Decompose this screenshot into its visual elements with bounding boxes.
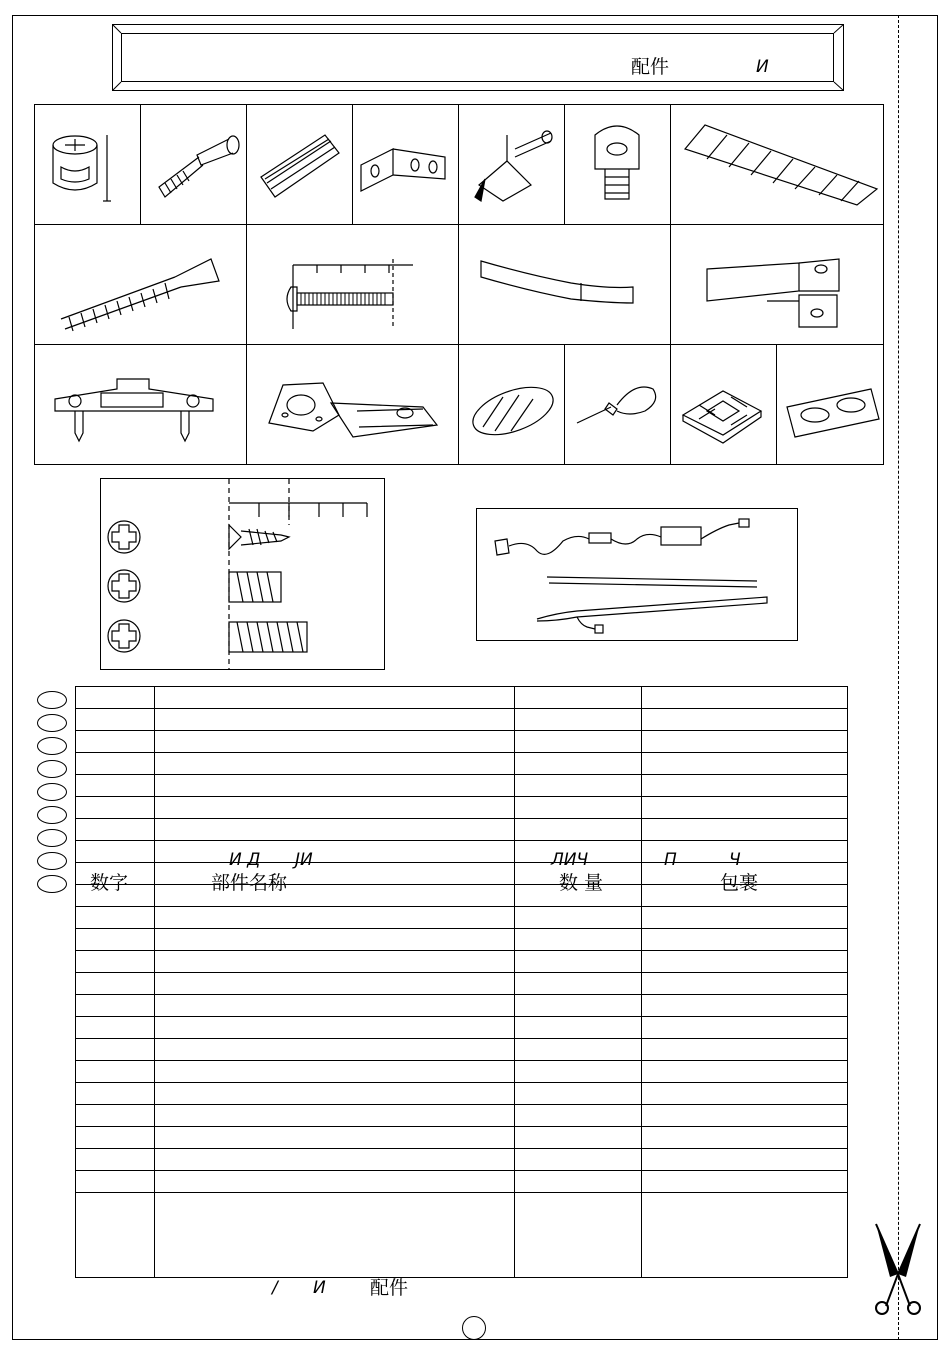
screws-panel: [100, 478, 385, 670]
footer-label: 配件: [370, 1277, 409, 1299]
mark-row7-e: Ч: [729, 850, 741, 870]
shelf-block-icon: [459, 105, 564, 224]
table-row: [76, 973, 848, 995]
table-row: [76, 1061, 848, 1083]
table-row: [76, 1017, 848, 1039]
header-number: 数字: [90, 872, 129, 894]
cable-tie-icon: [565, 345, 670, 464]
cut-line: [898, 15, 900, 1340]
item-circle: [37, 875, 67, 893]
glass-pad-icon: [459, 345, 564, 464]
item-circle: [37, 737, 67, 755]
wedge-shims-icon: [671, 105, 883, 224]
page-number-circle: [462, 1316, 486, 1340]
connector-fitting-icon: [671, 225, 883, 344]
angle-bracket-icon: [353, 105, 458, 224]
parts-list-table: [75, 686, 848, 1278]
part-glass-pad: [458, 344, 565, 465]
table-row: [76, 1149, 848, 1171]
table-row: [76, 797, 848, 819]
euro-screw-icon: [35, 225, 246, 344]
table-row: [76, 929, 848, 951]
table-row: [76, 819, 848, 841]
table-row: [76, 775, 848, 797]
footer-mark-a: /: [272, 1278, 278, 1298]
part-shelf-clip: [564, 104, 671, 225]
part-tie-mount: [670, 344, 777, 465]
part-angle-bracket: [352, 104, 459, 225]
tie-mount-icon: [671, 345, 776, 464]
header-quantity: 数 量: [559, 872, 604, 894]
cam-bolt-icon: [141, 105, 246, 224]
table-row: [76, 1083, 848, 1105]
dowel-icon: [247, 105, 352, 224]
item-circle: [37, 852, 67, 870]
part-cable-tie: [564, 344, 671, 465]
item-circle: [37, 783, 67, 801]
table-footer-row: [76, 1193, 848, 1278]
part-hinge: [246, 344, 459, 465]
table-row: [76, 1127, 848, 1149]
part-cam-lock: [34, 104, 141, 225]
mark-row7-a: И Д: [229, 850, 261, 870]
table-row: [76, 687, 848, 709]
part-hanging-bracket: [34, 344, 247, 465]
machine-screw-icon: [247, 225, 458, 344]
table-row: [76, 753, 848, 775]
title-box: [121, 33, 834, 82]
footer-mark-b: И: [313, 1278, 326, 1298]
mark-row7-c: ЛИЧ: [551, 850, 589, 870]
header-part-name: 部件名称: [211, 872, 288, 894]
part-strip: [458, 224, 671, 345]
title-mark: И: [756, 57, 769, 77]
part-machine-screw: [246, 224, 459, 345]
part-euro-screw: [34, 224, 247, 345]
table-row: [76, 995, 848, 1017]
mark-row7-d: П: [664, 850, 677, 870]
table-row: [76, 709, 848, 731]
table-row: [76, 1171, 848, 1193]
led-kit-panel: [476, 508, 798, 641]
part-bumpers: [776, 344, 884, 465]
table-row: [76, 1039, 848, 1061]
part-connector-fitting: [670, 224, 884, 345]
item-circle: [37, 806, 67, 824]
item-circle: [37, 829, 67, 847]
scissors-icon: [868, 1222, 932, 1317]
hinge-icon: [247, 345, 458, 464]
item-circle: [37, 714, 67, 732]
screws-drawing: [101, 479, 384, 669]
title-label: 配件: [631, 56, 670, 78]
item-circle: [37, 760, 67, 778]
mark-row7-b: ЈИ: [295, 850, 313, 870]
part-dowel: [246, 104, 353, 225]
table-row: [76, 1105, 848, 1127]
led-kit-drawing: [477, 509, 797, 640]
part-shelf-block: [458, 104, 565, 225]
part-cam-bolt: [140, 104, 247, 225]
bumpers-icon: [777, 345, 883, 464]
hanging-bracket-icon: [35, 345, 246, 464]
item-circle: [37, 691, 67, 709]
table-row: [76, 951, 848, 973]
table-row: [76, 731, 848, 753]
cam-lock-icon: [35, 105, 140, 224]
header-package: 包裹: [720, 872, 759, 894]
strip-icon: [459, 225, 670, 344]
part-wedge-shims: [670, 104, 884, 225]
table-row: [76, 907, 848, 929]
shelf-clip-icon: [565, 105, 670, 224]
